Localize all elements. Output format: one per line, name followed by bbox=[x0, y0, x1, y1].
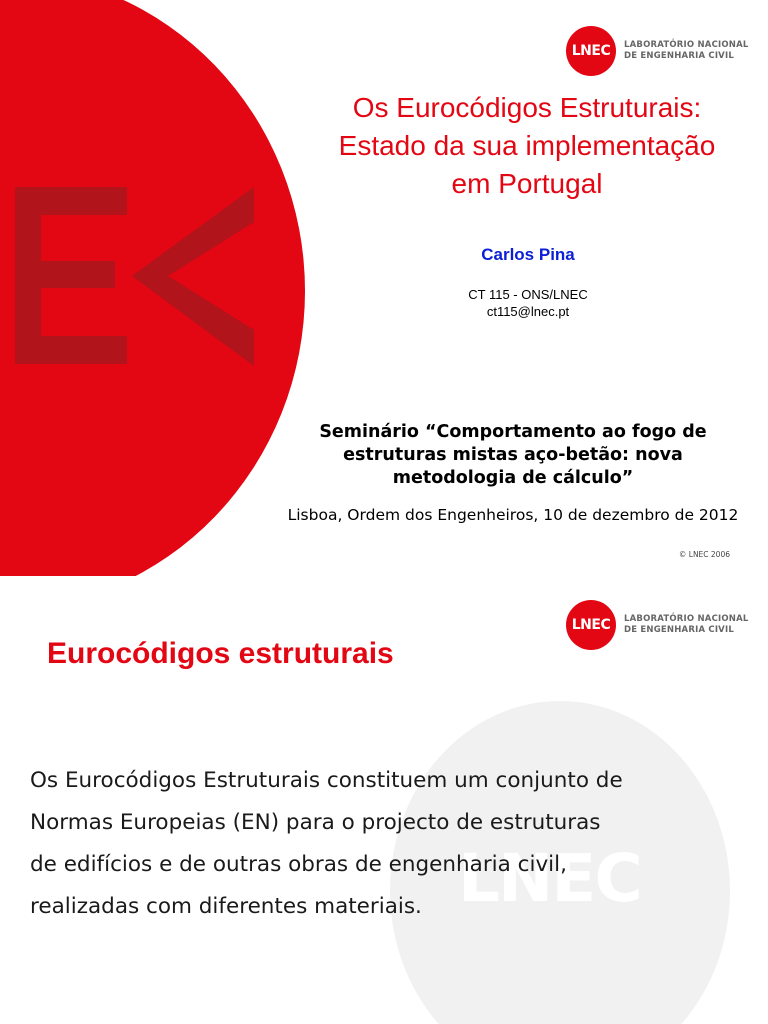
event-location-date: Lisboa, Ordem dos Engenheiros, 10 de dezembro de 2012 bbox=[287, 506, 739, 524]
logo-wordmark bbox=[624, 40, 749, 62]
title-line-3: em Portugal bbox=[451, 168, 603, 199]
logo-mark: LNEC bbox=[566, 600, 616, 650]
copyright-notice: © LNEC 2006 bbox=[678, 550, 730, 559]
logo-line-2: DE ENGENHARIA CIVIL bbox=[624, 51, 734, 61]
presentation-title bbox=[292, 89, 762, 203]
title-line-1: Os Eurocódigos Estruturais: bbox=[352, 92, 702, 123]
body-line-2: Normas Europeias (EN) para o projecto de estruturas bbox=[30, 810, 601, 835]
logo-wordmark bbox=[624, 614, 749, 636]
body-line-3: de edifícios e de outras obras de engenharia civil, bbox=[30, 852, 567, 877]
content-slide bbox=[0, 585, 768, 1024]
seminar-line-3: metodologia de cálculo” bbox=[392, 468, 634, 488]
seminar-line-1: Seminário “Comportamento ao fogo de bbox=[319, 422, 707, 442]
body-line-4: realizadas com diferentes materiais. bbox=[30, 894, 422, 919]
author-name: Carlos Pina bbox=[481, 245, 575, 264]
title-line-2: Estado da sua implementação bbox=[338, 130, 716, 161]
logo-line-1: LABORATÓRIO NACIONAL bbox=[624, 40, 749, 50]
seminar-title bbox=[268, 421, 758, 490]
logo-mark: LNEC bbox=[566, 26, 616, 76]
slide-separator bbox=[0, 576, 768, 585]
affiliation-text: CT 115 - ONS/LNEC bbox=[468, 287, 588, 302]
slide-title: Eurocódigos estruturais bbox=[47, 637, 394, 670]
lnec-logo bbox=[566, 26, 749, 76]
lnec-letter-graphic bbox=[0, 0, 305, 576]
lnec-logo bbox=[566, 600, 749, 650]
body-line-1: Os Eurocódigos Estruturais constituem um conjunto de bbox=[30, 768, 623, 793]
logo-line-1: LABORATÓRIO NACIONAL bbox=[624, 614, 749, 624]
background-logo-watermark: LNEC bbox=[458, 840, 641, 917]
seminar-line-2: estruturas mistas aço-betão: nova bbox=[343, 445, 683, 465]
author-affiliation bbox=[393, 286, 663, 320]
logo-line-2: DE ENGENHARIA CIVIL bbox=[624, 625, 734, 635]
author-email: ct115@lnec.pt bbox=[486, 304, 570, 319]
body-paragraph bbox=[30, 760, 760, 928]
